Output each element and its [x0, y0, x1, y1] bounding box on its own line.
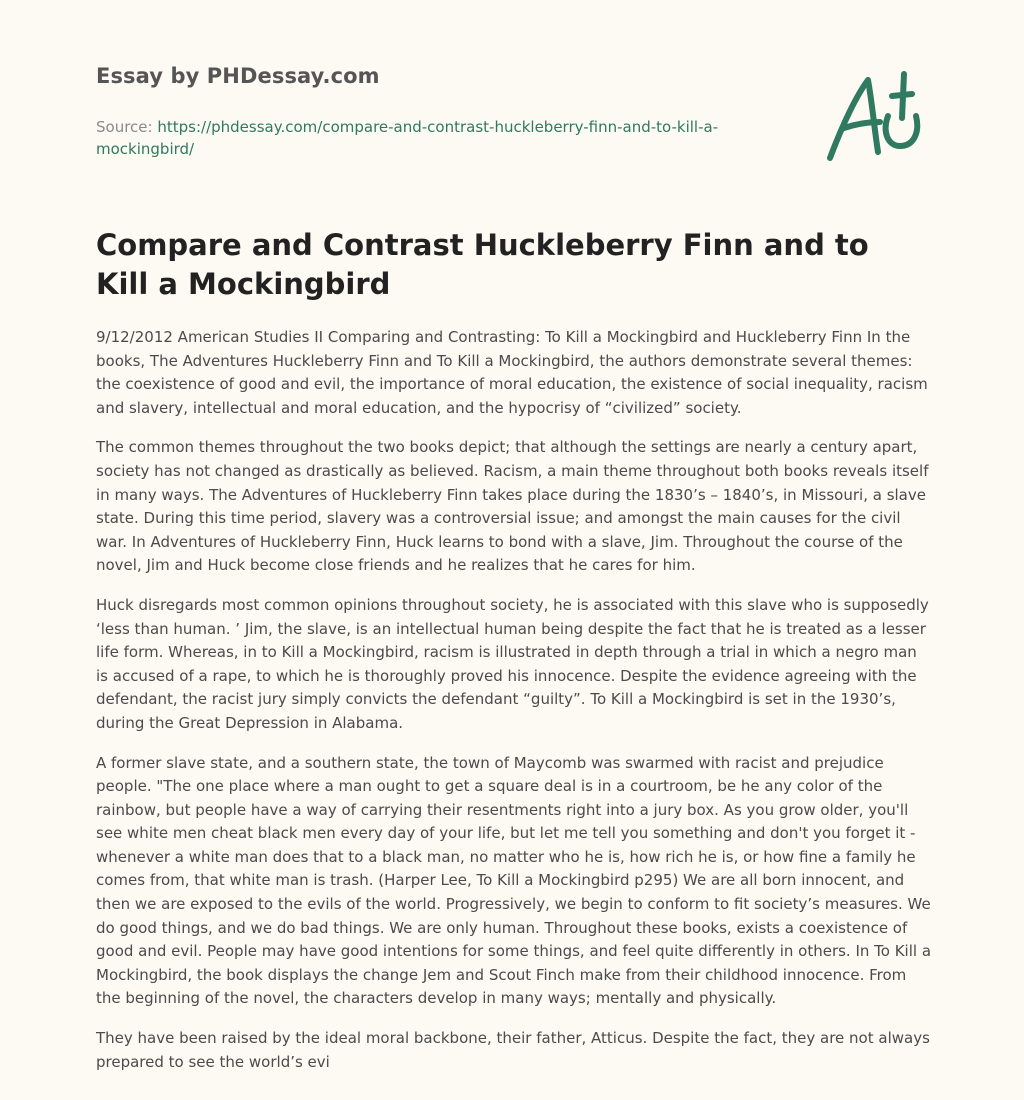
source-line	[96, 116, 736, 160]
article-body	[96, 326, 932, 1090]
paragraph: They have been raised by the ideal moral backbone, their father, Atticus. Despite the fact, they are not always prepared to see the world’s evi	[96, 1029, 930, 1071]
a-plus-grade-icon	[822, 66, 932, 166]
source-link[interactable]: https://phdessay.com/compare-and-contrast-huckleberry-finn-and-to-kill-a-mockingbird/	[96, 118, 719, 158]
site-title: Essay by PHDessay.com	[96, 64, 380, 88]
paragraph: Huck disregards most common opinions throughout society, he is associated with this slave who is supposedly ‘less than human. ’ Jim, the slave, is an intellectual human being despite the fact that he is treated as a lesser life form. Whereas, in to Kill a Mockingbird, racism is illustrated in depth through a trial in which a negro man is accused of a rape, to which he is thoroughly proved his innocence. Despite the evidence agreeing with the defendant, the racist jury simply convicts the defendant “guilty”. To Kill a Mockingbird is set in the 1930’s, during the Great Depression in Alabama.	[96, 595, 929, 732]
paragraph: 9/12/2012 American Studies II Comparing and Contrasting: To Kill a Mockingbird and Huckleberry Finn In the books, The Adventures Huckleberry Finn and To Kill a Mockingbird, the authors demonstrate several themes: the coexistence of good and evil, the importance of moral education, the existence of social inequality, racism and slavery, intellectual and moral education, and the hypocrisy of “civilized” society.	[96, 328, 928, 417]
page-header	[96, 64, 796, 160]
paragraph: A former slave state, and a southern state, the town of Maycomb was swarmed with racist and prejudice people. "The one place where a man ought to get a square deal is in a courtroom, be he any color of the rainbow, but people have a way of carrying their resentments right into a jury box. As you grow older, you'll see white men cheat black men every day of your life, but let me tell you something and don't you forget it - whenever a white man does that to a black man, no matter who he is, how rich he is, or how fine a family he comes from, that white man is trash. (Harper Lee, To Kill a Mockingbird p295) We are all born innocent, and then we are exposed to the evils of the world. Progressively, we begin to conform to fit society’s measures. We do good things, and we do bad things. We are only human. Throughout these books, exists a coexistence of good and evil. People may have good intentions for some things, and feel quite differently in others. In To Kill a Mockingbird, the book displays the change Jem and Scout Finch make from their childhood innocence. From the beginning of the novel, the characters develop in many ways; mentally and physically.	[96, 753, 932, 1008]
article-title: Compare and Contrast Huckleberry Finn and to Kill a Mockingbird	[96, 228, 869, 301]
paragraph: The common themes throughout the two books depict; that although the settings are nearly a century apart, society has not changed as drastically as believed. Racism, a main theme throughout both books reveals itself in many ways. The Adventures of Huckleberry Finn takes place during the 1830’s – 1840’s, in Missouri, a slave state. During this time period, slavery was a controversial issue; and amongst the main causes for the civil war. In Adventures of Huckleberry Finn, Huck learns to bond with a slave, Jim. Throughout the course of the novel, Jim and Huck become close friends and he realizes that he cares for him.	[96, 438, 929, 575]
source-label: Source:	[96, 118, 153, 136]
